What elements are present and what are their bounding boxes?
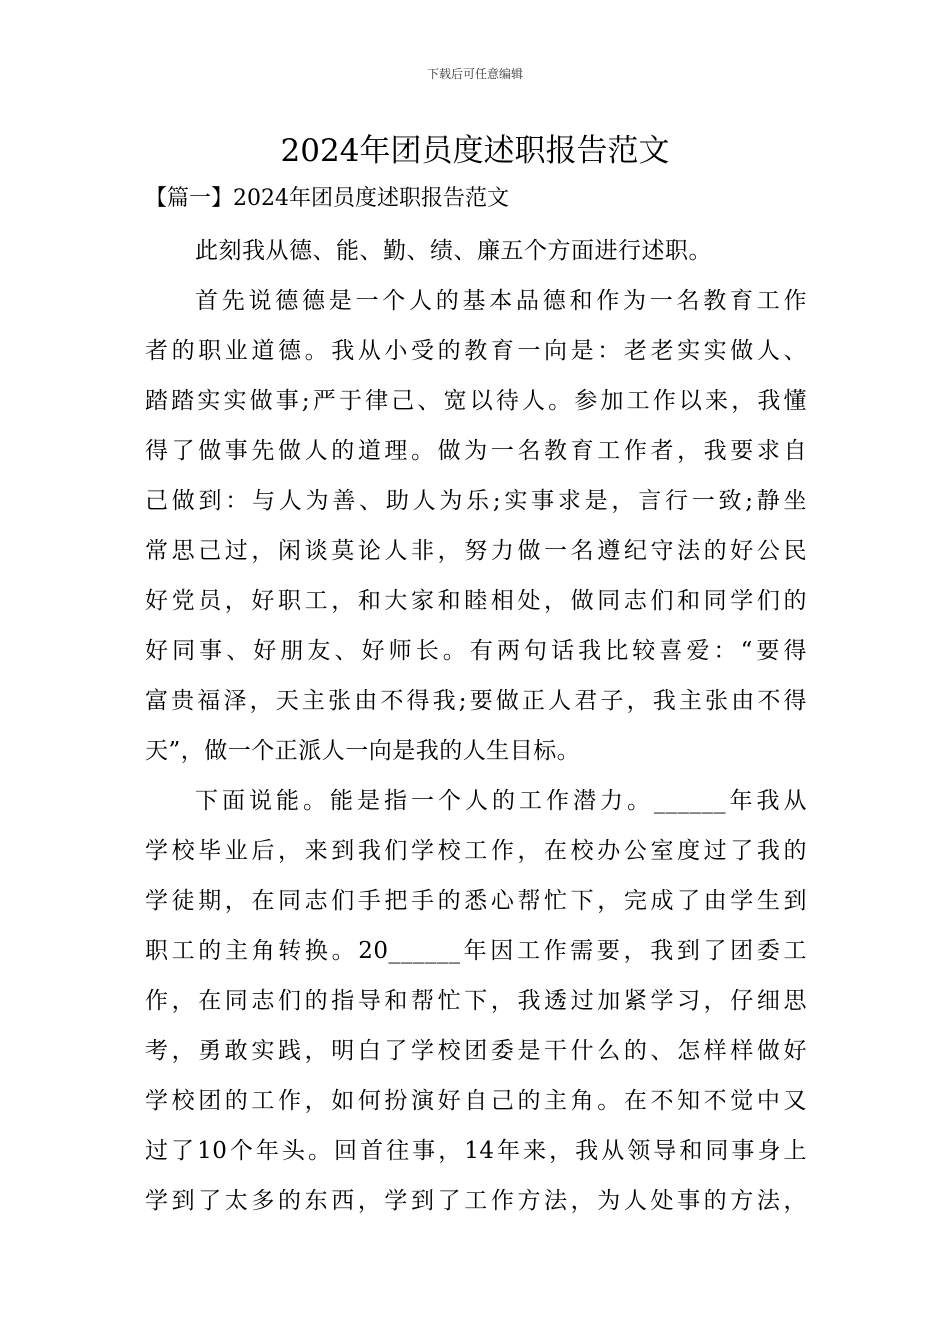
text-line: 学校毕业后，来到我们学校工作，在校办公室度过了我的 bbox=[145, 838, 807, 864]
text-line: 首先说德德是一个人的基本品德和作为一名教育工作 bbox=[195, 288, 807, 314]
text-line: 己做到：与人为善、助人为乐;实事求是，言行一致;静坐 bbox=[145, 488, 807, 514]
text-line: 好党员，好职工，和大家和睦相处，做同志们和同学们的 bbox=[145, 588, 807, 614]
text-line: 踏踏实实做事;严于律己、宽以待人。参加工作以来，我懂 bbox=[145, 388, 807, 414]
document-title: 2024年团员度述职报告范文 bbox=[280, 133, 670, 169]
text-line: 常思己过，闲谈莫论人非，努力做一名遵纪守法的好公民 bbox=[145, 538, 807, 564]
paragraph bbox=[145, 776, 807, 1226]
text-line: 天”，做一个正派人一向是我的人生目标。 bbox=[145, 738, 581, 764]
text-line: 此刻我从德、能、勤、绩、廉五个方面进行述职。 bbox=[195, 238, 712, 264]
text-line: 学徒期，在同志们手把手的悉心帮忙下，完成了由学生到 bbox=[145, 888, 807, 914]
text-line: 得了做事先做人的道理。做为一名教育工作者，我要求自 bbox=[145, 438, 807, 464]
paragraph bbox=[145, 276, 807, 776]
text-line: 职工的主角转换。20______年因工作需要，我到了团委工 bbox=[145, 938, 807, 964]
text-line: 学到了太多的东西，学到了工作方法，为人处事的方法， bbox=[145, 1188, 807, 1214]
text-line: 者的职业道德。我从小受的教育一向是：老老实实做人、 bbox=[145, 338, 807, 364]
header-note: 下载后可任意编辑 bbox=[426, 67, 523, 81]
text-line: 下面说能。能是指一个人的工作潜力。______年我从 bbox=[195, 788, 807, 814]
text-line: 作，在同志们的指导和帮忙下，我透过加紧学习，仔细思 bbox=[145, 988, 807, 1014]
text-line: 过了10个年头。回首往事，14年来，我从领导和同事身上 bbox=[145, 1138, 807, 1164]
section-heading: 【篇一】2024年团员度述职报告范文 bbox=[145, 186, 509, 211]
document-body bbox=[145, 226, 807, 1226]
text-line: 考，勇敢实践，明白了学校团委是干什么的、怎样样做好 bbox=[145, 1038, 807, 1064]
text-line: 好同事、好朋友、好师长。有两句话我比较喜爱：“要得 bbox=[145, 638, 807, 664]
text-line: 学校团的工作，如何扮演好自己的主角。在不知不觉中又 bbox=[145, 1088, 807, 1114]
text-line: 富贵福泽，天主张由不得我;要做正人君子，我主张由不得 bbox=[145, 688, 807, 714]
paragraph bbox=[145, 226, 807, 276]
